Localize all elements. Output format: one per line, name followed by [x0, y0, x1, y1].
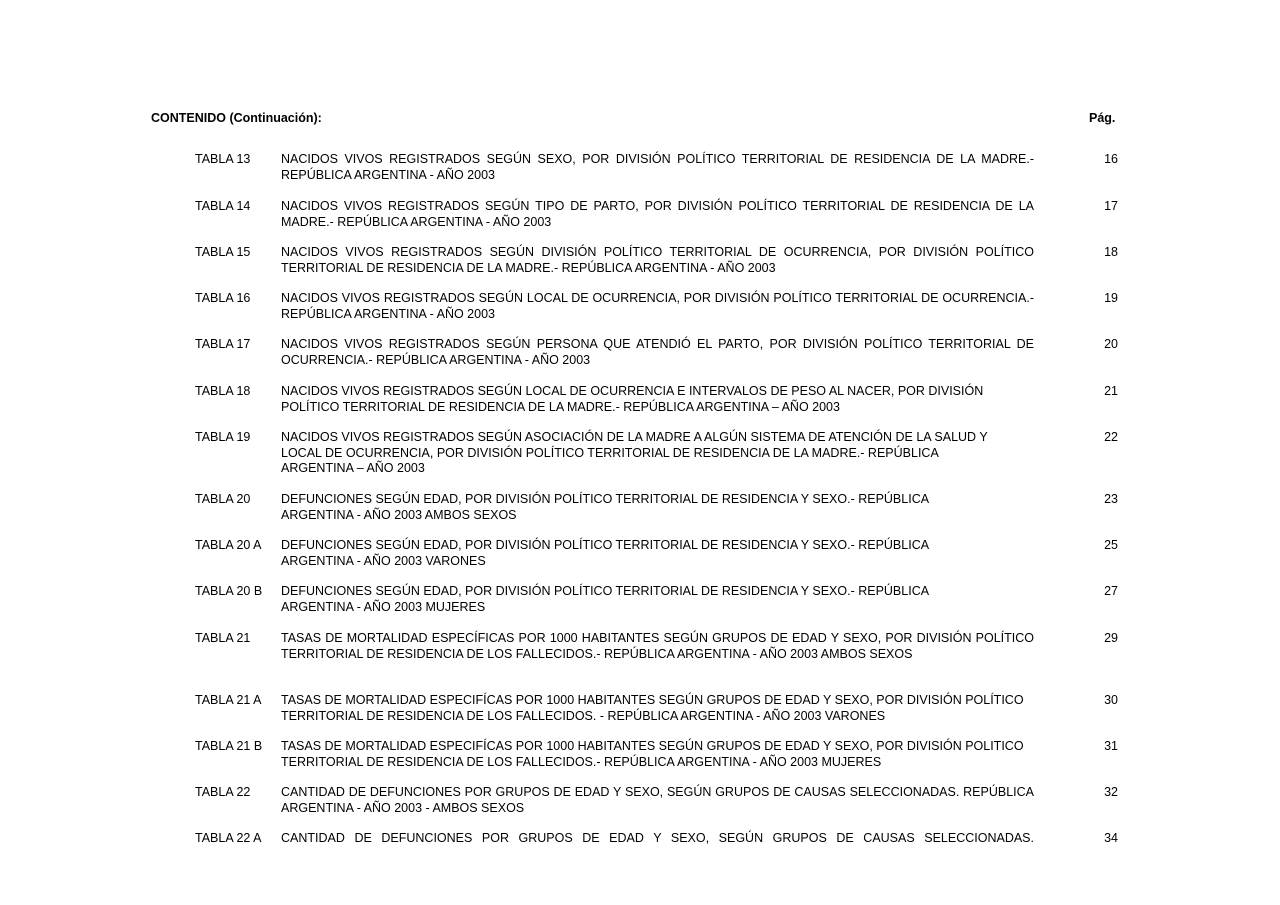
entry-page-number: 30	[1104, 693, 1118, 707]
entry-description: CANTIDAD DE DEFUNCIONES POR GRUPOS DE EDAD Y SEXO, SEGÚN GRUPOS DE CAUSAS SELECCIONADAS.	[281, 831, 1034, 845]
entry-page-number: 19	[1104, 291, 1118, 305]
entry-label: TABLA 13	[195, 152, 251, 166]
entry-page-number: 31	[1104, 739, 1118, 753]
entry-page-number: 27	[1104, 584, 1118, 598]
entry-description: TASAS DE MORTALIDAD ESPECÍFICAS POR 1000 HABITANTES SEGÚN GRUPOS DE EDAD Y SEXO, POR DIVISIÓN POLÍTICO TERRITORIAL DE RESIDENCIA DE LOS FALLECIDOS.- REPÚBLICA ARGENTINA - AÑO 2003 AMBOS SEXOS	[281, 631, 1034, 661]
contents-heading: CONTENIDO (Continuación):	[151, 111, 322, 125]
entry-description: NACIDOS VIVOS REGISTRADOS SEGÚN LOCAL DE OCURRENCIA, POR DIVISIÓN POLÍTICO TERRITORIAL DE OCURRENCIA.- REPÚBLICA ARGENTINA - AÑO 2003	[281, 291, 1034, 321]
entry-page-number: 16	[1104, 152, 1118, 166]
entry-description: CANTIDAD DE DEFUNCIONES POR GRUPOS DE EDAD Y SEXO, SEGÚN GRUPOS DE CAUSAS SELECCIONADAS. REPÚBLICA ARGENTINA - AÑO 2003 - AMBOS SEXOS	[281, 785, 1034, 815]
entry-description: NACIDOS VIVOS REGISTRADOS SEGÚN DIVISIÓN POLÍTICO TERRITORIAL DE OCURRENCIA, POR DIVISIÓN POLÍTICO TERRITORIAL DE RESIDENCIA DE LA MADRE.- REPÚBLICA ARGENTINA - AÑO 2003	[281, 245, 1034, 275]
entry-page-number: 21	[1104, 384, 1118, 398]
entry-description: NACIDOS VIVOS REGISTRADOS SEGÚN TIPO DE PARTO, POR DIVISIÓN POLÍTICO TERRITORIAL DE RESIDENCIA DE LA MADRE.- REPÚBLICA ARGENTINA - AÑO 2003	[281, 199, 1034, 229]
entry-description: DEFUNCIONES SEGÚN EDAD, POR DIVISIÓN POLÍTICO TERRITORIAL DE RESIDENCIA Y SEXO.- REPÚBLICA ARGENTINA - AÑO 2003 VARONES	[281, 538, 929, 568]
entry-description: NACIDOS VIVOS REGISTRADOS SEGÚN SEXO, POR DIVISIÓN POLÍTICO TERRITORIAL DE RESIDENCIA DE LA MADRE.- REPÚBLICA ARGENTINA - AÑO 2003	[281, 152, 1034, 182]
entry-label: TABLA 16	[195, 291, 251, 305]
entry-label: TABLA 22	[195, 785, 251, 799]
entry-label: TABLA 14	[195, 199, 251, 213]
entry-page-number: 23	[1104, 492, 1118, 506]
entry-label: TABLA 17	[195, 337, 251, 351]
entry-label: TABLA 20 B	[195, 584, 263, 598]
entry-description: TASAS DE MORTALIDAD ESPECIFÍCAS POR 1000 HABITANTES SEGÚN GRUPOS DE EDAD Y SEXO, POR DIVISIÓN POLÍTICO TERRITORIAL DE RESIDENCIA DE LOS FALLECIDOS. - REPÚBLICA ARGENTINA - AÑO 2003 VARONES	[281, 693, 1024, 723]
entry-label: TABLA 21 A	[195, 693, 262, 707]
entry-label: TABLA 20	[195, 492, 251, 506]
entry-label: TABLA 22 A	[195, 831, 262, 845]
page-column-heading: Pág.	[1089, 111, 1116, 125]
entry-description: DEFUNCIONES SEGÚN EDAD, POR DIVISIÓN POLÍTICO TERRITORIAL DE RESIDENCIA Y SEXO.- REPÚBLICA ARGENTINA - AÑO 2003 AMBOS SEXOS	[281, 492, 929, 522]
entry-label: TABLA 21 B	[195, 739, 263, 753]
entry-page-number: 18	[1104, 245, 1118, 259]
entry-description: TASAS DE MORTALIDAD ESPECIFÍCAS POR 1000 HABITANTES SEGÚN GRUPOS DE EDAD Y SEXO, POR DIVISIÓN POLITICO TERRITORIAL DE RESIDENCIA DE LOS FALLECIDOS.- REPÚBLICA ARGENTINA - AÑO 2003 MUJERES	[281, 739, 1024, 769]
entry-page-number: 20	[1104, 337, 1118, 351]
entry-label: TABLA 20 A	[195, 538, 262, 552]
entry-description: NACIDOS VIVOS REGISTRADOS SEGÚN LOCAL DE OCURRENCIA E INTERVALOS DE PESO AL NACER, POR DIVISIÓN POLÍTICO TERRITORIAL DE RESIDENCIA DE LA MADRE.- REPÚBLICA ARGENTINA – AÑO 2003	[281, 384, 984, 414]
entry-page-number: 34	[1104, 831, 1118, 845]
entry-page-number: 32	[1104, 785, 1118, 799]
entry-label: TABLA 19	[195, 430, 251, 444]
entry-description: DEFUNCIONES SEGÚN EDAD, POR DIVISIÓN POLÍTICO TERRITORIAL DE RESIDENCIA Y SEXO.- REPÚBLICA ARGENTINA - AÑO 2003 MUJERES	[281, 584, 929, 614]
entry-page-number: 29	[1104, 631, 1118, 645]
entry-label: TABLA 21	[195, 631, 251, 645]
entry-page-number: 25	[1104, 538, 1118, 552]
entry-description: NACIDOS VIVOS REGISTRADOS SEGÚN ASOCIACIÓN DE LA MADRE A ALGÚN SISTEMA DE ATENCIÓN DE LA SALUD Y LOCAL DE OCURRENCIA, POR DIVISIÓN POLÍTICO TERRITORIAL DE RESIDENCIA DE LA MADRE.- REPÚBLICA ARGENTINA – AÑO 2003	[281, 430, 988, 476]
entry-page-number: 22	[1104, 430, 1118, 444]
entry-label: TABLA 18	[195, 384, 251, 398]
entry-page-number: 17	[1104, 199, 1118, 213]
entry-description: NACIDOS VIVOS REGISTRADOS SEGÚN PERSONA QUE ATENDIÓ EL PARTO, POR DIVISIÓN POLÍTICO TERRITORIAL DE OCURRENCIA.- REPÚBLICA ARGENTINA - AÑO 2003	[281, 337, 1034, 367]
entry-label: TABLA 15	[195, 245, 251, 259]
